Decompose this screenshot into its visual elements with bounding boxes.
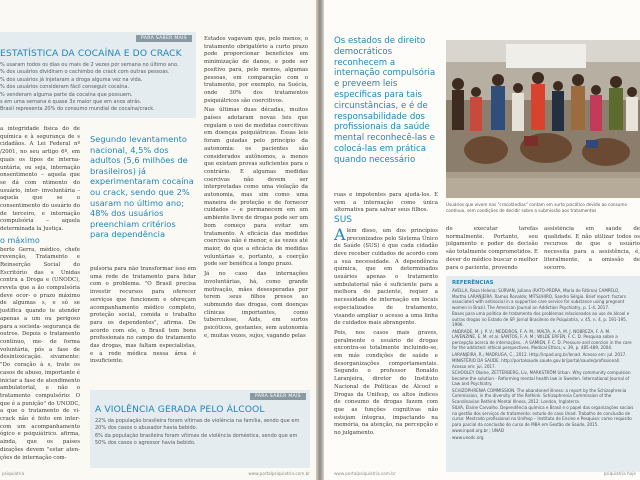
right-page — [324, 0, 640, 480]
reference-item: MINISTÉRIO DA SAÚDE. http://portalsaude.saude.gov.br/portal/saude/profissional/. Acesso em: jul. 2017. — [452, 358, 621, 369]
cocaine-stats-box — [0, 32, 196, 118]
box-title: ESTATÍSTICA DA COCAÍNA E DO CRACK — [0, 48, 182, 59]
reference-item: www.unodc.org — [452, 434, 484, 440]
photo-caption: Usuários que vivem nas "cracolândias" contam em surto psicótico devido ao consumo contínuo, sem condições de decidir sobre a submissão aos tratamentos — [446, 202, 628, 213]
footer-url: www.portalpsiquiatria.com.br — [248, 471, 310, 476]
body-paragraph: Estados vagavam que, pelo menos, o tratamento obrigatório a curto prazo pode proporcionar benefícios em minimização de danos, e pode ser positivo para, pelo menos, algumas pessoas, em comparação com o tratamento, por exemplo, na Suécia, onde 30% dos tratamentos psiquiátricos são coercitivos. — [204, 36, 308, 104]
alcohol-violence-box — [90, 390, 310, 468]
reference-item: www.inpad.org.br ; UNAD — [452, 428, 504, 433]
sus-text: lém disso, um dos princípios preconizados pelo Sistema Único de Saúde (SUS) é que cada cidadão deve receber cuidados de acordo com a sua necessidade. A dependência química, que em determinados usuários apenas o tratamento ambulatorial não é suficiente para a melhora do paciente, requer a necessidade de internação em locais especializados de tratamento, visando ampliar o acesso a uma linha de cuidados mais abrangente. — [334, 227, 438, 327]
right-column-2: de executar tarefas normalmente. Portanto, seu julgamento e poder de decisão são totalmente comprometidos. E dever do médico buscar o melhor para o paciente, provendo — [446, 226, 538, 271]
stat-bullet: % venderam alguma parte da cocaína que possuem. — [0, 91, 133, 98]
crowd-photo-illustration — [446, 40, 640, 198]
stat-bullet: % dos usuários já injetaram a droga alguma vez na vida. — [0, 76, 143, 83]
body-paragraph: Pois, nos casos mais graves, geralmente o usuário de drogas encontra-se totalmente incluindo-se, em más condições de saúde e desorganizações comportamentais. Segundo o professor Ronaldo Laranjeira, diretor do Instituto Nacional de Políticas de Álcool e Drogas da Unifesp, os altos índices de consumo de drogas fazem com que as funções cognitivas não estejam íntegras, impactando na memória, na atenção, na percepção e no julgamento. — [334, 329, 438, 437]
crackland-photo — [446, 40, 640, 198]
reference-item: Bases para uma política de tratamento dos problemas relacionados ao uso de álcool e outras drogas no Estado de SP. Jornal Brasileiro de Psiquiatria, v. 45, n. 4, p. 191-195, 1996. — [452, 311, 630, 327]
box-tag: PARA SABER MAIS — [136, 35, 192, 42]
stat-bullet: % usaram todos os dias ou mais de 2 vezes por semana no último ano. — [0, 62, 179, 68]
left-column-2: pulsória para não transformar isso em uma rede de tratamento para lidar com o problema. "O Brasil precisa investir recursos para oferecer serviços que funcionem e ofereçam acompanhamento médico completo, proteção social, comida e trabalho para os dependentes", afirma. De acordo com ele, o Brasil tem bons profissionais no campo do tratamento das drogas, mas faltam especialistas, e a rede médica nessa área é insuficiente. — [90, 266, 196, 365]
stat-bullet: Brasil representa 20% do consumo mundial de cocaína/crack. — [0, 106, 155, 113]
reference-item: LARANJEIRA, R.; MADRUGA, C., 2012. Http://inpad.org.br/lenad. Acesso em: jul. 2017. — [452, 351, 627, 357]
pull-quote-left: Segundo levantamento nacional, 4,5% dos adultos (5,6 milhões de brasileiros) já experimentaram cocaína ou crack, sendo que 2% usaram no último ano; 48% dos usuários preenchiam critérios para dependência — [90, 134, 194, 240]
left-column-1 — [0, 126, 80, 466]
reference-item: SCHIZOPHRENIA COMMISSION. The abandoned illness: a report by the Schizophrenia Commission, in the diversity of the Rethink. Schizophrenia Commission of the Scandinavian Rethink Mental Illness, 2012. London, Inglaterra. — [452, 387, 627, 404]
right-column-3: assistência em saúde de qualidade. E não utilizar todos os recursos de que o usuário necessita para a assistência, é, literalmente, a omissão de socorro. — [544, 226, 640, 271]
footer-right: psiquiatria hoje — [603, 471, 636, 476]
references-title: REFERÊNCIAS — [452, 280, 494, 286]
body-paragraph: berto Gerra, médico, chefe revenção, Tratamento e Reinserção Social do Escritório das s Unidas contra a Droga e (UNODC), revela que a ão compulsória deve ocor- o prazo máximo de algumas s, e só se justifica quando te atender apenas a um ou perigoso para a socieda- segurança de outros. Depois o tratamento contínuo, me- de forma voluntária, pós a fase de desintoxicação. sivamente: "Do coração à s, trate os casos de abuso, importante é iniciar a fase de atendimento ambulatorial, e não o tratamento compulsório: O que é a punição" do UNODC, a que o tratamento de vi- crack não é feito em inter- com um acompanhamento ógico e psiquiátrico. afirma, ainda, que os países dizações devem "estar aten- ções de internação com- — [0, 246, 80, 461]
drop-cap: A — [334, 224, 346, 244]
footer-left: psiquiatria — [2, 471, 25, 476]
references-box — [446, 276, 640, 472]
footer-url: www.portalpsiquiatria.com.br — [334, 471, 396, 476]
pull-quote-right: Os estados de direito democráticos reconhecem a internação compulsória e preveem leis específicas para tais circunstâncias, e é de responsabilidade dos profissionais da saúde mental reconhecê-las e colocá-las em prática quando necessário — [334, 36, 436, 165]
body-paragraph: Nas últimas duas décadas, muitos países adotaram novas leis que regulam o uso de medidas coercitivas em doenças psiquiátricas. Essas leis foram guiadas pelo princípio da autonomia: os pacientes são considerados autônomos, a menos que existam provas suficientes para o contrário. E algumas medidas coercivas não devem ser interpretadas como uma violação da autonomia, mas sim como uma maneira de proteção e de fornecer cuidados – e permanecem em um ambiente livre de drogas pode ser um bom começo para evitar um tratamento. A eficácia das medidas coercivas não é menor, e às vezes até maior, do que a eficácia de medidas voluntárias e, portanto, a coerção pode ser benéfica a longo prazo. — [204, 107, 308, 268]
stat-bullet: 6% da população brasileira foram vítimas de violência doméstica, sendo que em 50% dos casos o agressor havia bebido. — [95, 432, 298, 447]
section-subhead: o máximo — [0, 235, 40, 245]
stat-bullet: % dos usuários dividiram o cachimbo de crack com outras pessoas. — [0, 69, 170, 76]
reference-item: AVELLA, Rosa Helena; SURVAN, Juliana (RATO-PRDRA, Maria de Fátima) CAMPELO, Martha LARANJEIRA. Ramos Ronaldo; MITSUHIRO, Sandro Sérgio. Brief report: factors associated with antisocial in a supportive care service for substance using pregnant women in Brazil. The American Journal on Addiction Psychiatry, p. 1-4, 2017. — [452, 288, 627, 310]
body-paragraph — [334, 224, 438, 328]
stat-bullet: % dos usuários consideram fácil conseguir cocaína. — [0, 84, 130, 91]
left-page — [0, 0, 316, 480]
body-paragraph: a integridade física do de química e à segurança de s cidadãos. A Lei Federal nº /2001, no seu artigo 6º, em quais os tipos de interna- untária, ou seja, internação onsentimento – aquela que se dá com ntimento do usuário, inter- involuntária – aquela que se o consentimento do usuário do de terceiro, e internação compulsória – aquela determinada la Justiça. — [0, 126, 80, 233]
box-tag: PARA SABER MAIS — [250, 393, 306, 400]
reference-item: SCHOOLEY Olaine, ZETTERBERG, Liv, MARKSTRÖM Urban. Why community compulsion became the solution - Reforming mental health law in Sweden. International Journal of Law and Psychiatry. — [452, 370, 631, 386]
book-spine — [316, 0, 324, 480]
stat-bullet: s em uma semana é quase 3x maior que em anos atrás. — [0, 99, 142, 106]
reference-item: ANDRADE, M. J. P. V.; MEDEIROS, F. A. M.; MALTA, A. A. M. J. NOBREZA, F. A. M. LAVENZINE, E. M. et al. SANTOS, F. A. M.; WILDE ERFEN, F. C. D. Pesquisa sobre a percepção acerca de internações... A SAMIEN, F. C. D. Pressure and coercion in the care for the addicted: ethical perspectives. Medical Ethics, v. 39, p. 485-489, 2004. — [452, 328, 632, 350]
stat-bullet: 22% da população brasileira foram vítimas de violência na família, sendo que em 20% dos casos o abusador havia bebido. — [95, 418, 300, 432]
body-paragraph: ruas e impotentes para ajudá-los. E vem a internação como única alternativa para salvar seus filhos. — [334, 192, 438, 214]
left-column-3 — [204, 36, 308, 386]
reference-item: SILVA, Elaine Carvalho. Dependência química e Brasil e o papel das organizações sociais na gestão dos serviços de tratamento: estudo de caso Unad. Trabalho de conclusão de curso: Mestrado profissional na Unifesp – Instituto de Ensino e Pesquisa: como requisito para parcial da conclusão do curso de MBA em Gestão de Saúde, 2015. — [452, 405, 634, 427]
right-column-1 — [334, 192, 438, 472]
section-subhead-sus: SUS — [334, 215, 353, 226]
box-title: A VIOLÊNCIA GERADA PELO ÁLCOOL — [95, 404, 265, 415]
body-paragraph: Já no caso das internações involuntárias, há, como grande motivação, mães desesperadas por terem seus filhos presos ao submundo das drogas, com doenças clínicas importantes, como tuberculose, Aids, em surtos psicóticos, gestantes, sem autonomia e, muitas vezes, sujos, vagando pelas — [204, 271, 308, 339]
